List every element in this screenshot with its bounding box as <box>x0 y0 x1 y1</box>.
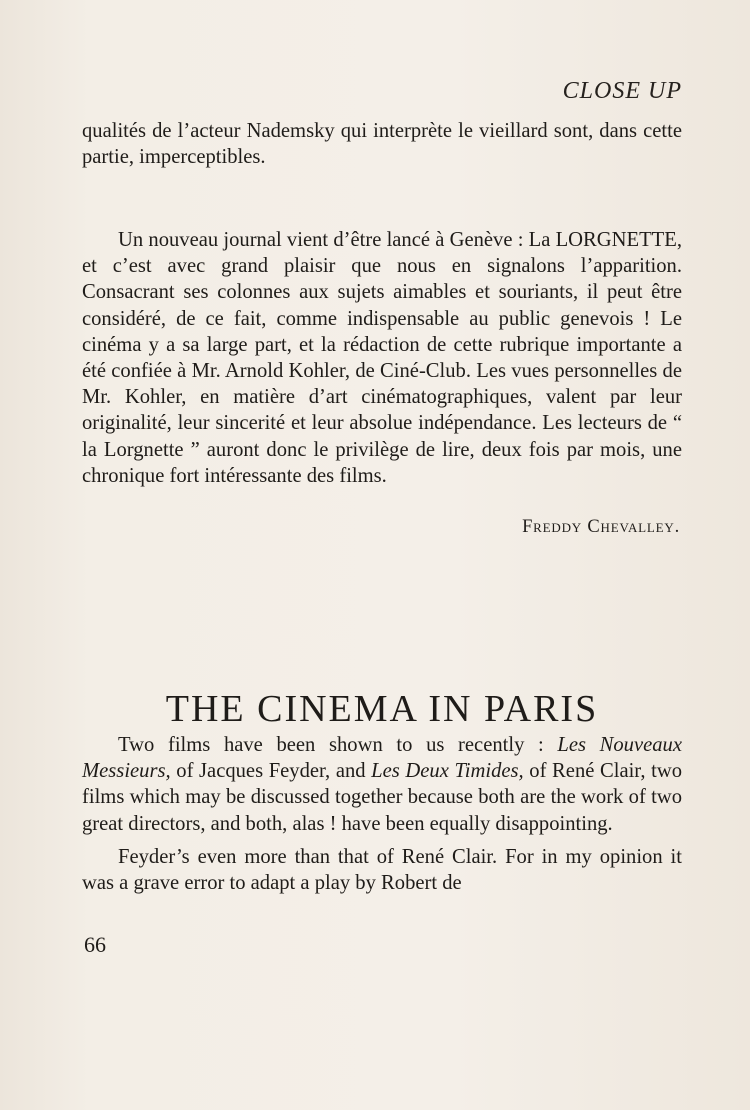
paragraph-1-text: qualités de l’acteur Nademsky qui interprète le vieillard sont, dans cette partie, imperceptibles. <box>82 120 682 169</box>
film-title-deux-timides: Les Deux Timides, <box>371 760 524 783</box>
paragraph-2-text: Un nouveau journal vient d’être lancé à Genève : La LORGNETTE, et c’est avec grand plaisir que nous en signalons l’apparition. Consacrant ses colonnes aux sujets aimables et souriants, il peut être considéré, de ce fait, comme indispensable au public genevois ! Le cinéma y a sa large part, et la rédaction de cette rubrique importante a été confiée à Mr. Arnold Kohler, de Ciné-Club. Les vues personnelles de Mr. Kohler, en matière d’art cinématographiques, valent par leur originalité, leur sincerité et leur absolue indépendance. Les lecteurs de “ la Lorgnette ” auront donc le privilège de lire, deux fois par mois, une chronique fort intéressante des films. <box>82 229 682 487</box>
article-paragraph-2: Feyder’s even more than that of René Clair. For in my opinion it was a grave error to adapt a play by Robert de <box>82 845 682 895</box>
page-number: 66 <box>84 932 106 957</box>
running-title: CLOSE UP <box>562 78 682 104</box>
paragraph-continuation <box>82 118 682 170</box>
article-heading: THE CINEMA IN PARIS <box>165 688 599 731</box>
article-paragraph-1 <box>82 732 682 837</box>
film-title-nouveaux-messieurs: Les Nouveaux Messieurs, <box>82 734 682 783</box>
author-signature: Freddy Chevalley. <box>522 517 680 537</box>
article-p1-part-b: of Jacques Feyder, and <box>170 760 372 783</box>
article-p1-part-c: of René Clair, two films which may be discussed together because both are the work of two great directors, and both, alas ! have been equally disappointing. <box>82 760 682 835</box>
article-p1-part-a: Two films have been shown to us recently : <box>118 734 558 756</box>
article-body <box>82 732 682 896</box>
paragraph-lorgnette <box>82 227 682 489</box>
